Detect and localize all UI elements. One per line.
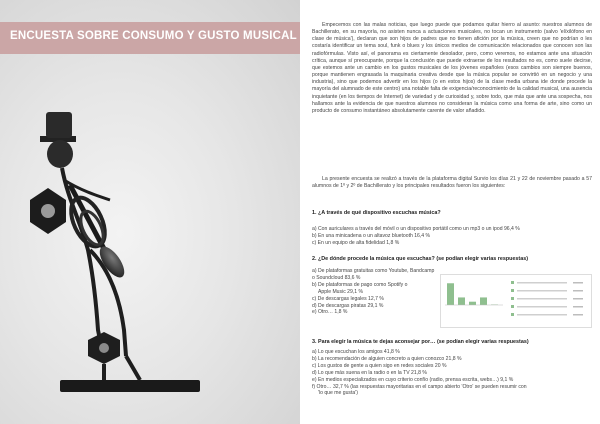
answer-3d: d) Lo que más suena en la radio o en la TV 21,8 %	[312, 369, 427, 376]
legend-value	[573, 282, 583, 284]
question-2: 2. ¿De dónde procede la música que escuchas? (se podían elegir varias respuestas)	[312, 256, 529, 262]
chart-bar	[458, 297, 465, 305]
legend-line	[517, 298, 567, 300]
answer-3c: c) Los gustos de gente a quien sigo en redes sociales 20 %	[312, 362, 447, 369]
answer-1b: b) En una minicadena o un altavoz bluetooth 16,4 %	[312, 232, 431, 239]
legend-swatch	[511, 313, 514, 316]
answer-1c: c) En un equipo de alta fidelidad 1,8 %	[312, 239, 400, 246]
answer-3f: f) Otro… 32,7 % (las respuestas mayoritarias en el campo abierto 'Otro' se pueden resumir con	[312, 383, 527, 390]
chart-bar	[447, 283, 454, 305]
answer-1a: a) Con auriculares a través del móvil o un dispositivo portátil como un mp3 o un ipod 96,4 %	[312, 226, 520, 232]
legend-swatch	[511, 289, 514, 292]
legend-line	[517, 314, 567, 316]
legend-value	[573, 290, 583, 292]
answer-2b-cont: Apple Music 29,1 %	[318, 288, 364, 295]
legend-value	[573, 314, 583, 316]
title-band	[0, 22, 300, 54]
legend-line	[517, 282, 567, 284]
intro-paragraph: Empecemos con las malas noticias, que luego puede que podamos quitar hierro al asunto: nuestros alumnos de Bachillerato, en su mayoría, no asisten nunca a actuaciones musicales, no tocan un instrumento (salvo 'el/xilófono en clase de música'), declaran que son hijos de padres que no tienen afición por la música, creen que no podrían o les costaría identificar un tema soul, funk o blues y los únicos medios de comunicación relacionados que conocen son las radiofórmulas. Visto así, el panorama es ciertamente desolador, pero, como veremos, no estamos ante una situación crítica, aunque sí preocupante, porque la conclusión que puede extraerse de los resultados no es, como suele decirse, que estemos ante un cambio en los gustos musicales de los jóvenes españoles (esos cambios son siempre buenos, porque mantienen engrasada la maquinaria creativa desde que la música popular se convirtió en un negocio y una industria), sino que podemos advertir en los hijos (o en estos hijos) de la clase media urbana ide donde procede la mayoría del alumnado de este centro) una notable falta de exigencia/reconocimiento de la calidad musical, una ausencia inquietante (en los tiempos de Internet) de variedad y de curiosidad y, sobre todo, que más que ante una sospecha, nos hallamos ante la evidencia de que nuestros alumnos no consideran la música como una forma de arte, sino como un producto de consumo instantáneo absolutamente carente de valor añadido.	[312, 22, 592, 114]
legend-line	[517, 290, 567, 292]
answer-3e: e) En medios especializados en cuyo criterio confío (radio, prensa escrita, webs…) 9,1 %	[312, 376, 514, 383]
legend-value	[573, 298, 583, 300]
answer-2e: e) Otro… 1,8 %	[312, 309, 348, 316]
question-1: 1. ¿A través de qué dispositivo escuchas música?	[312, 210, 441, 216]
answer-2d: d) De descargas piratas 29,1 %	[312, 302, 384, 309]
answers-1	[312, 226, 520, 247]
answers-3	[312, 349, 527, 397]
answer-2b: b) De plataformas de pago como Spotify o	[312, 281, 408, 288]
method-paragraph: La presente encuesta se realizó a través de la plataforma digital Survio los días 21 y 22 de noviembre pasado a 57 alumnos de 1º y 2º de Bachillerato y los principales resultados fueron los siguientes:	[312, 176, 592, 190]
results-chart-thumbnail	[440, 274, 592, 328]
answer-3f-cont: 'lo que me gusta')	[318, 390, 358, 397]
question-3: 3. Para elegir la música te dejas aconsejar por… (se podían elegir varias respuestas)	[312, 339, 529, 345]
chart-bar	[480, 297, 487, 305]
legend-line	[517, 306, 567, 308]
legend-swatch	[511, 297, 514, 300]
answer-3b: b) La recomendación de alguien concreto a quien conozco 21,8 %	[312, 355, 462, 362]
legend-value	[573, 306, 583, 308]
answer-3a: a) Lo que escuchan los amigos 41,8 %	[312, 349, 400, 355]
answer-2a-cont: o Soundcloud 83,6 %	[312, 274, 361, 281]
answers-2	[312, 268, 434, 316]
article-column	[306, 0, 596, 424]
legend-swatch	[511, 305, 514, 308]
page-title: ENCUESTA SOBRE CONSUMO Y GUSTO MUSICAL	[10, 30, 297, 42]
results-chart	[441, 275, 591, 327]
chart-bar	[469, 302, 476, 305]
answer-2a: a) De plataformas gratuitas como Youtube, Bandcamp	[312, 268, 435, 274]
answer-2c: c) De descargas legales 12,7 %	[312, 295, 384, 302]
legend-swatch	[511, 281, 514, 284]
